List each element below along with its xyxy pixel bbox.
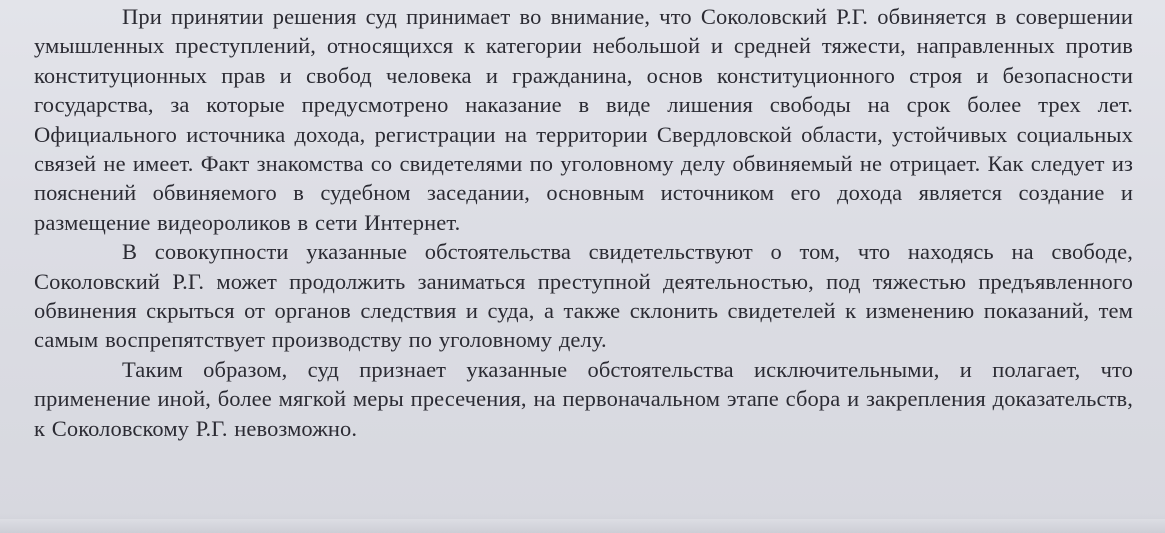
paragraph-circumstances: В совокупности указанные обстоятельства свидетельствуют о том, что находясь на свободе, Соколовский Р.Г. может продолжить заниматься преступной деятельностью, под тяжестью предъявленного обвинения скрыться от органов следствия и суда, а также склонить свидетелей к изменению показаний, тем самым воспрепятствует производству по уголовному делу.	[34, 239, 1133, 353]
paragraph-conclusion: Таким образом, суд признает указанные обстоятельства исключительными, и полагает, что применение иной, более мягкой меры пресечения, на первоначальном этапе сбора и закрепления доказательств, к Соколовскому Р.Г. невозможно.	[34, 356, 1133, 441]
page-bottom-edge	[0, 513, 1165, 533]
paragraph-court-consideration: При принятии решения суд принимает во внимание, что Соколовский Р.Г. обвиняется в совершении умышленных преступлений, относящихся к категории небольшой и средней тяжести, направленных против конституционных прав и свобод человека и гражданина, основ конституционного строя и безопасности государства, за которые предусмотрено наказание в виде лишения свободы на срок более трех лет. Официального источника дохода, регистрации на территории Свердловской области, устойчивых социальных связей не имеет. Факт знакомства со свидетелями по уголовному делу обвиняемый не отрицает. Как следует из пояснений обвиняемого в судебном заседании, основным источником его дохода является создание и размещение видеороликов в сети Интернет.	[34, 4, 1133, 235]
